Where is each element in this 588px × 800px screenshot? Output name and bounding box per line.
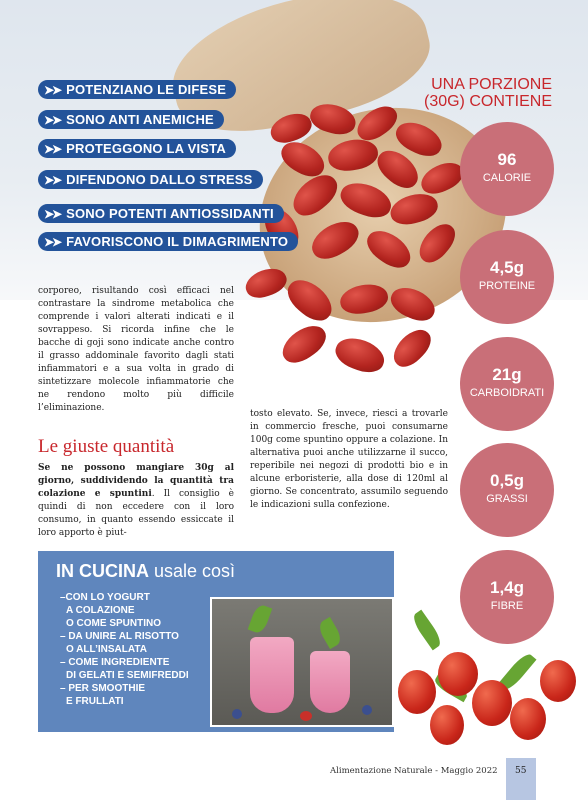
list-item: – DA UNIRE AL RISOTTO xyxy=(60,631,179,642)
chevron-right-icon: ➤➤ xyxy=(44,206,61,221)
chevron-right-icon: ➤➤ xyxy=(44,141,61,156)
body-paragraph-right: tosto elevato. Se, invece, riesci a trovarle in commercio fresche, puoi consumarne 100g come spuntino oppure a colazione. In alternativa puoi anche utilizzarne il succo, reperibile nei negozi di prodotti bio e in alcune erboristerie, alla dose di 120ml al giorno. Se concentrato, assumilo seguendo le indicazioni sulla confezione. xyxy=(250,409,448,510)
chevron-right-icon: ➤➤ xyxy=(44,82,61,97)
list-item: A COLAZIONE xyxy=(66,605,135,616)
in-cucina-list xyxy=(60,591,189,708)
list-item: – PER SMOOTHIE xyxy=(60,683,146,694)
chevron-right-icon: ➤➤ xyxy=(44,112,61,127)
benefit-pill: ➤➤ FAVORISCONO IL DIMAGRIMENTO xyxy=(38,232,298,251)
chevron-right-icon: ➤➤ xyxy=(44,234,61,249)
page-number: 55 xyxy=(515,766,527,776)
body-paragraph-left: corporeo, risultando così efficaci nel contrastare la sindrome metabolica che comprende i valori alterati indicati e il sovrappeso. Si ricorda infine che le bacche di goji sono indicate anche contro il grasso addominale favorito dagli stati infiammatori e a sua volta in grado di sintetizzare molecole infiammatorie che ne rendono molto più difficile l’eliminazione. xyxy=(38,286,234,413)
list-item: – COME INGREDIENTE xyxy=(60,657,170,668)
page-number-box xyxy=(506,758,536,800)
section-heading-giuste-quantita: Le giuste quantità xyxy=(38,436,175,457)
nutrient-circle-fibre: 1,4g FIBRE xyxy=(460,550,554,644)
benefit-pill: ➤➤ SONO ANTI ANEMICHE xyxy=(38,110,224,129)
list-item: O COME SPUNTINO xyxy=(66,618,162,629)
chevron-right-icon: ➤➤ xyxy=(44,172,61,187)
benefit-pill: ➤➤ DIFENDONO DALLO STRESS xyxy=(38,170,263,189)
in-cucina-box xyxy=(38,551,394,732)
nutrient-circle-calorie: 96 CALORIE xyxy=(460,122,554,216)
smoothie-glass xyxy=(250,637,294,713)
benefit-pill: ➤➤ PROTEGGONO LA VISTA xyxy=(38,139,236,158)
list-item: DI GELATI E SEMIFREDDI xyxy=(66,670,189,681)
benefit-pill: ➤➤ POTENZIANO LE DIFESE xyxy=(38,80,236,99)
list-item: O ALL’INSALATA xyxy=(66,644,147,655)
giuste-paragraph: Se ne possono mangiare 30g al giorno, suddividendo la quantità tra colazione e spuntini. Il consiglio è quindi di non eccedere con il loro consumo, in quanto essendo essiccate il loro apporto è piut- xyxy=(38,463,234,538)
smoothie-glass xyxy=(310,651,350,713)
nutrient-circle-carboidrati: 21g CARBOIDRATI xyxy=(460,337,554,431)
portion-title: UNA PORZIONE (30G) CONTIENE xyxy=(423,76,552,110)
footer-magazine-name: Alimentazione Naturale - Maggio 2022 xyxy=(330,766,498,776)
smoothie-photo xyxy=(210,597,394,727)
list-item: –CON LO YOGURT xyxy=(60,592,150,603)
fresh-goji-berries-image xyxy=(390,590,588,760)
nutrient-circle-proteine: 4,5g PROTEINE xyxy=(460,230,554,324)
in-cucina-title: IN CUCINA usale così xyxy=(56,561,236,581)
list-item: E FRULLATI xyxy=(66,696,124,707)
benefit-pill: ➤➤ SONO POTENTI ANTIOSSIDANTI xyxy=(38,204,284,223)
nutrient-circle-grassi: 0,5g GRASSI xyxy=(460,443,554,537)
